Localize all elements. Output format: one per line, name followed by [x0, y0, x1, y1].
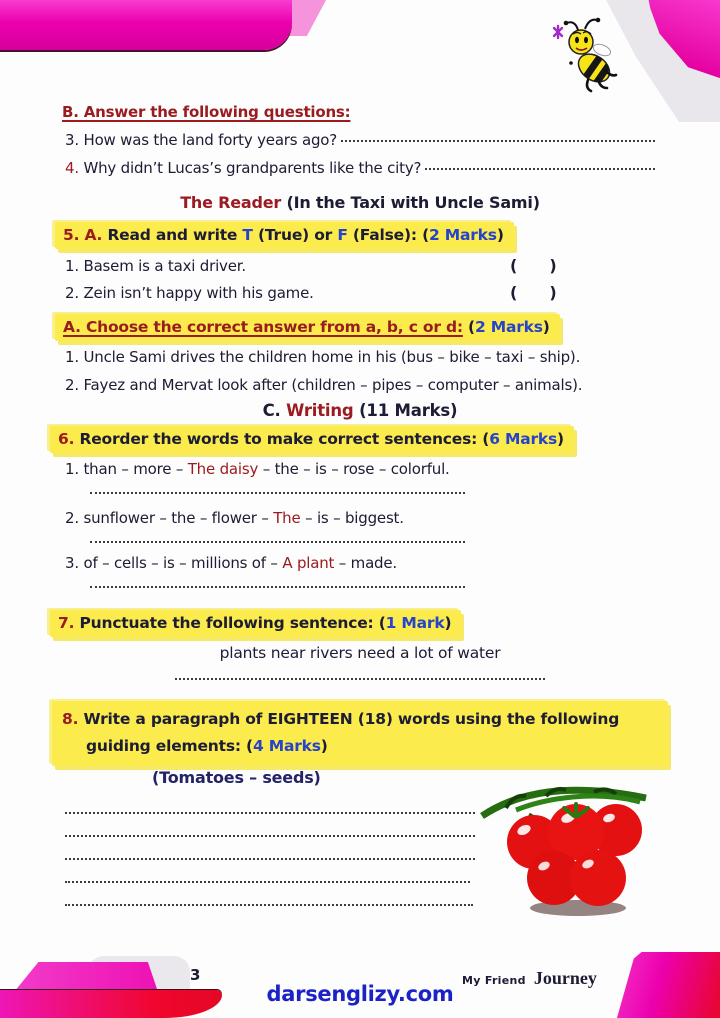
text-segment: ) [542, 318, 550, 336]
reorder-item-3-text [65, 554, 397, 572]
text-segment: 2 Marks [428, 226, 497, 244]
choice-item-2 [65, 376, 582, 394]
text-segment: (Tomatoes – seeds) [152, 768, 321, 787]
tomatoes-image [476, 780, 652, 918]
question-8-heading [52, 701, 668, 766]
text-segment: 3. of – cells – is – millions of – [65, 554, 283, 572]
text-segment: 6. [58, 430, 80, 448]
question-3 [65, 131, 655, 149]
punctuate-sentence-text [220, 644, 501, 662]
writing-section-heading [0, 401, 720, 420]
bee-icon [548, 16, 624, 96]
tomatoes-label-text [152, 768, 321, 787]
text-segment: 1. Uncle Sami drives the children home in his (bus – bike – taxi – ship). [65, 348, 581, 366]
text-segment: 2. Zein isn’t happy with his game. [65, 284, 314, 302]
text-segment: 5. A. [63, 226, 108, 244]
question-6-heading-text [50, 426, 574, 453]
page-number: 3 [190, 966, 201, 984]
reorder-item-2-text [65, 509, 404, 527]
text-segment: A plant [282, 554, 335, 572]
top-left-magenta-banner [0, 0, 292, 50]
answer-dotted-line [90, 541, 465, 543]
answer-dotted-line [341, 140, 655, 142]
text-segment: Write a paragraph of EIGHTEEN (18) words using the following guiding elements: ( [83, 710, 620, 756]
text-segment: – is – biggest. [300, 509, 404, 527]
text-segment: T [242, 226, 258, 244]
text-segment: plants near rivers need a lot of water [219, 644, 501, 662]
text-segment: ) [444, 614, 452, 632]
text-segment: – made. [334, 554, 397, 572]
reorder-item-1 [65, 460, 450, 478]
text-segment: The daisy [187, 460, 259, 478]
text-segment: 8. [62, 710, 84, 728]
brand-small-text: My Friend [462, 974, 526, 987]
website-link[interactable]: darsenglizy.com [266, 982, 454, 1006]
text-segment: 3. [65, 131, 84, 149]
text-segment: (11 Marks) [353, 401, 458, 420]
question-5-heading [55, 222, 514, 249]
text-segment: 2. sunflower – the – flower – [65, 509, 274, 527]
text-segment: ) [320, 737, 328, 756]
reorder-item-1-text [65, 460, 450, 478]
reorder-item-2 [65, 509, 404, 527]
choice-item-1-text [65, 348, 580, 366]
text-segment: (In the Taxi with Uncle Sami) [286, 193, 540, 212]
true-false-item-2 [65, 284, 314, 302]
text-segment: How was the land forty years ago? [83, 131, 338, 149]
question-5-heading-text [55, 222, 514, 249]
reader-section-heading-text [180, 193, 540, 212]
text-segment: B. Answer the following questions: [62, 103, 351, 121]
paragraph-line-4 [65, 881, 470, 883]
answer-dotted-line [425, 168, 655, 170]
tomatoes-label [152, 768, 321, 787]
paragraph-line-3 [65, 858, 475, 860]
text-segment: 2 Marks [474, 318, 543, 336]
reorder-item-3 [65, 554, 397, 572]
answer-brackets: ( ) [510, 256, 557, 275]
text-segment: The [273, 509, 301, 527]
question-3-text [65, 131, 337, 149]
question-6-heading [50, 426, 574, 453]
text-segment: – the – is – rose – colorful. [258, 460, 450, 478]
answer-dotted-line [90, 586, 465, 588]
section-b-heading [62, 103, 350, 121]
true-false-item-1 [65, 257, 246, 275]
text-segment: 1 Mark [385, 614, 445, 632]
text-segment: ) [557, 430, 564, 448]
section-b-heading-text [62, 103, 350, 121]
text-segment: (True) or [258, 226, 338, 244]
text-segment: 1. than – more – [65, 460, 188, 478]
true-false-item-2-text [65, 284, 314, 302]
text-segment: ) [496, 226, 504, 244]
true-false-item-1-text [65, 257, 246, 275]
brand-large-text: Journey [533, 968, 597, 988]
question-7-heading-text [50, 610, 461, 637]
answer-brackets: ( ) [510, 283, 557, 302]
paragraph-line-5 [65, 904, 473, 906]
question-4 [65, 159, 655, 177]
text-segment: 1. Basem is a taxi driver. [65, 257, 246, 275]
text-segment: Read and write [107, 226, 243, 244]
question-7-heading [50, 610, 461, 637]
text-segment: C. [262, 401, 287, 420]
text-segment: 2. Fayez and Mervat look after (children – pipes – computer – animals). [65, 376, 583, 394]
text-segment: A. Choose the correct answer from a, b, c or d: [63, 318, 463, 336]
choice-item-1 [65, 348, 580, 366]
text-segment: Reorder the words to make correct sentences: ( [79, 430, 490, 448]
writing-section-heading-text [263, 401, 458, 420]
text-segment: Punctuate the following sentence: ( [79, 614, 386, 632]
choose-heading-text [55, 314, 560, 341]
answer-dotted-line [90, 492, 465, 494]
text-segment: 7. [58, 614, 80, 632]
question-8-heading-text [52, 701, 668, 766]
paragraph-line-2 [65, 835, 475, 837]
text-segment: F [337, 226, 353, 244]
punctuate-sentence [0, 644, 720, 662]
text-segment: 4 Marks [252, 737, 321, 756]
reader-section-heading [0, 193, 720, 212]
text-segment: 4. [65, 159, 84, 177]
answer-dotted-line [175, 678, 545, 680]
text-segment: Why didn’t Lucas’s grandparents like the city? [83, 159, 422, 177]
text-segment: ( [462, 318, 475, 336]
choice-item-2-text [65, 376, 582, 394]
text-segment: 6 Marks [489, 430, 558, 448]
text-segment: The Reader [180, 193, 287, 212]
text-segment: Writing [286, 401, 354, 420]
paragraph-line-1 [65, 812, 475, 814]
question-4-text [65, 159, 421, 177]
choose-heading [55, 314, 560, 341]
text-segment: (False): ( [352, 226, 429, 244]
